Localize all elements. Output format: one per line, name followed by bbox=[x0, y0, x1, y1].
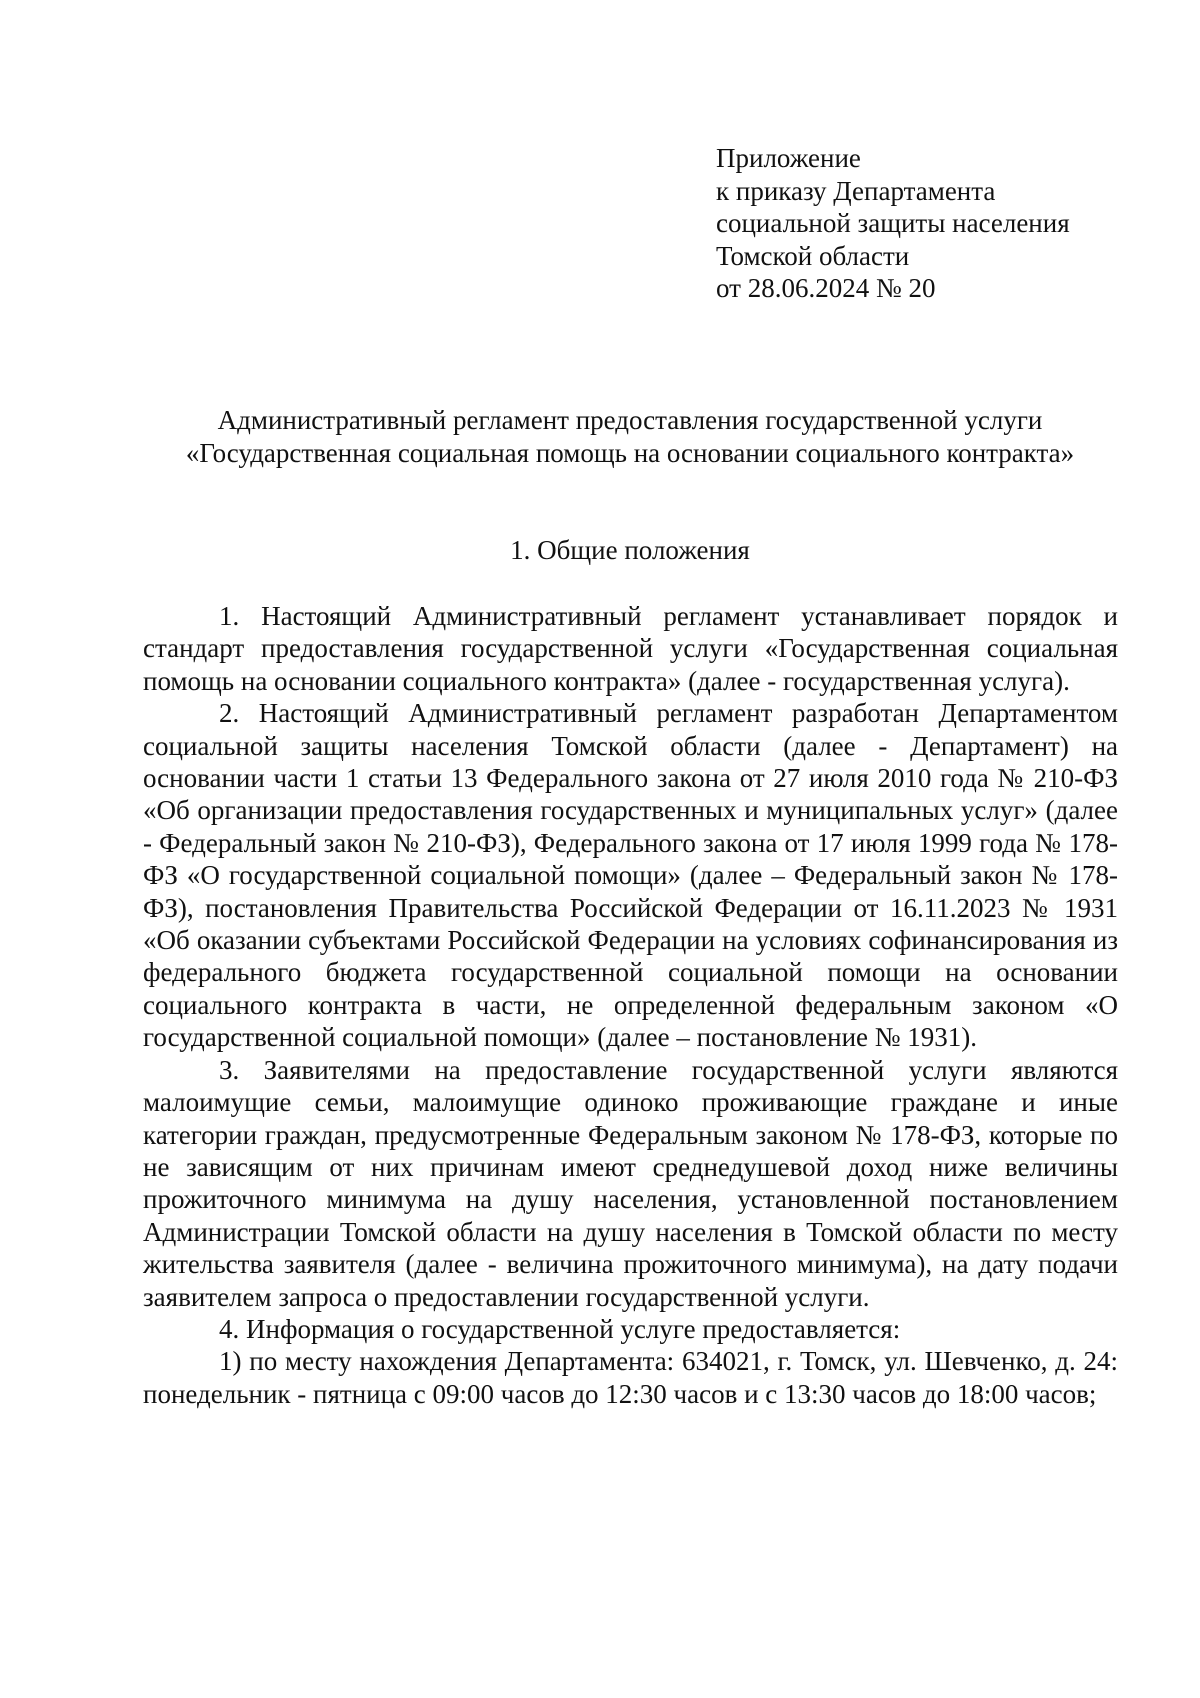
appendix-date-line: от 28.06.2024 № 20 bbox=[716, 273, 936, 303]
paragraph: 1. Настоящий Административный регламент устанавливает порядок и стандарт предоставления государственной услуги «Государственная социальная помощь на основании социального контракта» (далее - государственная услуга). bbox=[143, 601, 1118, 696]
appendix-line: Приложение bbox=[716, 143, 861, 173]
paragraph: 3. Заявителями на предоставление государственной услуги являются малоимущие семьи, малоимущие одиноко проживающие граждане и иные категории граждан, предусмотренные Федеральным законом № 178-ФЗ, которые по не зависящим от них причинам имеют среднедушевой доход ниже величины прожиточного минимума на душу населения, установленной постановлением Администрации Томской области на душу населения в Томской области по месту жительства заявителя (далее - величина прожиточного минимума), на дату подачи заявителем запроса о предоставлении государственной услуги. bbox=[143, 1054, 1118, 1312]
document-title bbox=[140, 404, 1120, 469]
appendix-line: Томской области bbox=[716, 240, 910, 271]
document-title-line: Административный регламент предоставления государственной услуги bbox=[217, 405, 1043, 435]
appendix-line: социальной защиты населения bbox=[716, 208, 1070, 238]
section-heading: 1. Общие положения bbox=[510, 535, 750, 565]
body-text bbox=[143, 600, 1118, 1410]
paragraph: 1) по месту нахождения Департамента: 634021, г. Томск, ул. Шевченко, д. 24: понедельник - пятница с 09:00 часов до 12:30 часов и с 13:30 часов до 18:00 часов; bbox=[143, 1346, 1118, 1409]
document-title-line: «Государственная социальная помощь на основании социального контракта» bbox=[185, 437, 1075, 468]
paragraph: 4. Информация о государственной услуге предоставляется: bbox=[219, 1313, 901, 1344]
appendix-line: к приказу Департамента bbox=[716, 175, 996, 206]
appendix-block bbox=[716, 142, 1156, 305]
paragraph: 2. Настоящий Административный регламент разработан Департаментом социальной защиты населения Томской области (далее - Департамент) на основании части 1 статьи 13 Федерального закона от 27 июля 2010 года № 210-ФЗ «Об организации предоставления государственных и муниципальных услуг» (далее - Федеральный закон № 210-ФЗ), Федерального закона от 17 июля 1999 года № 178-ФЗ «О государственной социальной помощи» (далее – Федеральный закон № 178-ФЗ), постановления Правительства Российской Федерации от 16.11.2023 № 1931 «Об оказании субъектами Российской Федерации на условиях софинансирования из федерального бюджета государственной социальной помощи на основании социального контракта в части, не определенной федеральным законом «О государственной социальной помощи» (далее – постановление № 1931). bbox=[143, 698, 1118, 1053]
